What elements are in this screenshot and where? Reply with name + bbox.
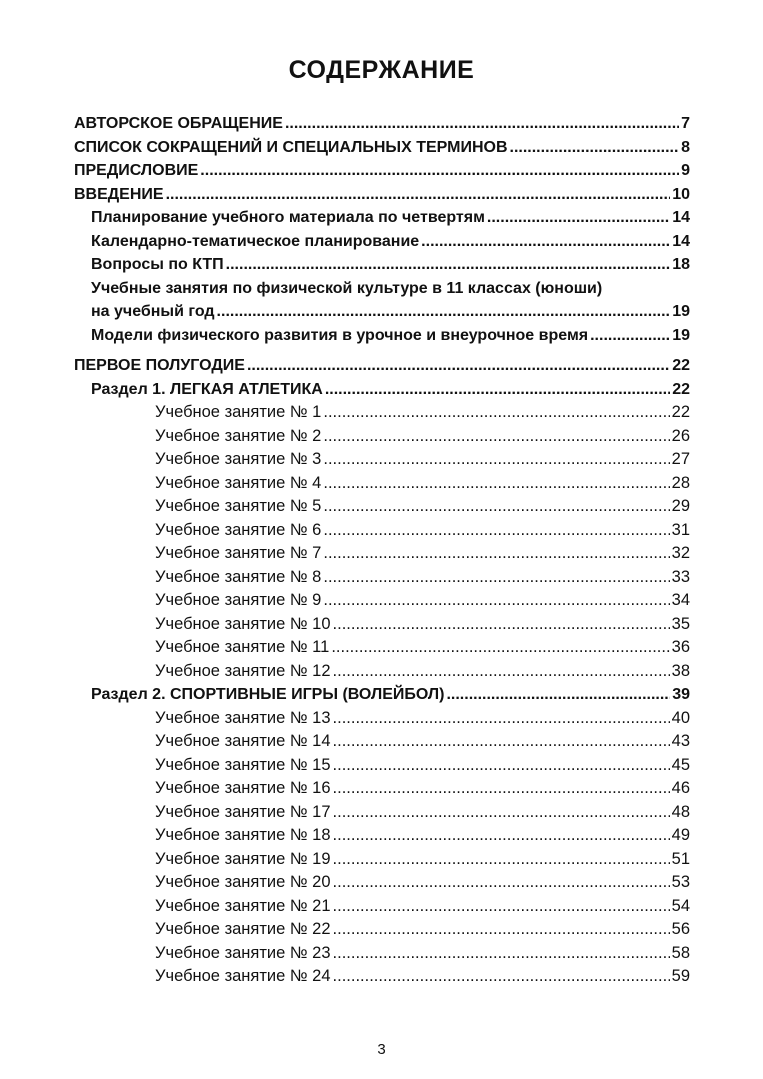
toc-entry-label: Вопросы по КТП — [91, 256, 224, 273]
toc-entry-label: Учебное занятие № 20 — [155, 873, 331, 891]
dot-leader — [323, 589, 669, 613]
table-of-contents — [74, 112, 690, 989]
dot-leader — [487, 206, 670, 230]
toc-entry-label: Учебное занятие № 19 — [155, 849, 331, 868]
toc-entry-page: 40 — [671, 708, 690, 727]
toc-entry-lesson[interactable] — [74, 965, 690, 989]
toc-entry-label: Учебное занятие № 18 — [155, 826, 331, 844]
toc-entry-page: 56 — [671, 920, 690, 938]
toc-entry-lesson[interactable] — [74, 895, 690, 919]
toc-entry-lesson[interactable] — [74, 425, 690, 449]
toc-entry-lesson[interactable] — [74, 542, 690, 566]
dot-leader — [323, 472, 669, 496]
dot-leader — [200, 159, 679, 183]
dot-leader — [323, 425, 669, 449]
dot-leader — [333, 895, 670, 919]
toc-entry-page: 39 — [672, 686, 690, 703]
toc-entry-lesson[interactable] — [74, 613, 690, 637]
toc-entry-section[interactable] — [74, 112, 690, 136]
toc-entry-label: Раздел 1. ЛЕГКАЯ АТЛЕТИКА — [91, 380, 323, 398]
toc-entry-label: Учебное занятие № 17 — [155, 802, 331, 821]
toc-entry-label: Учебное занятие № 8 — [155, 567, 322, 586]
dot-leader — [247, 354, 670, 378]
dot-leader — [323, 401, 669, 425]
toc-entry-lesson[interactable] — [74, 754, 690, 778]
toc-entry-page: 22 — [671, 403, 690, 421]
toc-entry-label: Модели физического развития в урочное и внеурочное время — [91, 326, 589, 344]
toc-entry-lesson[interactable] — [74, 707, 690, 731]
toc-entry-page: 34 — [671, 591, 690, 609]
toc-entry-page: 53 — [671, 873, 690, 891]
toc-entry-label: ВВЕДЕНИЕ — [74, 185, 164, 203]
toc-entry-page: 19 — [672, 326, 690, 344]
toc-entry-subsection[interactable] — [74, 253, 690, 277]
toc-entry-lesson[interactable] — [74, 636, 690, 660]
toc-entry-lesson[interactable] — [74, 871, 690, 895]
toc-entry-label: Учебное занятие № 7 — [155, 544, 322, 562]
toc-entry-lesson[interactable] — [74, 566, 690, 590]
toc-entry-subsection[interactable] — [74, 324, 690, 348]
dot-leader — [217, 300, 671, 324]
toc-entry-page: 27 — [671, 450, 690, 468]
toc-entry-label: Учебное занятие № 1 — [155, 403, 322, 421]
toc-entry-label: на учебный год — [91, 303, 215, 320]
toc-entry-subsection[interactable] — [74, 378, 690, 402]
dot-leader — [325, 378, 670, 402]
toc-entry-subsection[interactable] — [74, 206, 690, 230]
toc-entry-page: 51 — [671, 849, 690, 868]
toc-entry-page: 29 — [671, 497, 690, 515]
toc-entry-lesson[interactable] — [74, 918, 690, 942]
dot-leader — [590, 324, 670, 348]
toc-entry-page: 59 — [671, 967, 690, 985]
toc-entry-label: Учебное занятие № 3 — [155, 450, 322, 468]
toc-entry-label: Учебное занятие № 2 — [155, 426, 322, 445]
dot-leader — [333, 730, 670, 754]
toc-entry-label: Учебное занятие № 16 — [155, 779, 331, 797]
toc-entry-page: 8 — [681, 138, 690, 156]
dot-leader — [323, 448, 669, 472]
toc-entry-page: 49 — [671, 826, 690, 844]
toc-entry-page: 33 — [671, 567, 690, 586]
toc-entry-page: 48 — [671, 802, 690, 821]
toc-entry-lesson[interactable] — [74, 801, 690, 825]
dot-leader — [226, 253, 671, 277]
toc-entry-page: 9 — [681, 162, 690, 179]
toc-entry-subsection[interactable] — [74, 300, 690, 324]
dot-leader — [333, 613, 670, 637]
page-title: СОДЕРЖАНИЕ — [288, 56, 475, 84]
toc-entry-lesson[interactable] — [74, 848, 690, 872]
dot-leader — [331, 636, 669, 660]
toc-entry-label: Учебное занятие № 5 — [155, 497, 322, 515]
toc-entry-label: Учебные занятия по физической культуре в 11 классах (юноши) — [91, 279, 603, 297]
toc-entry-page: 19 — [672, 303, 690, 320]
dot-leader — [333, 824, 670, 848]
dot-leader — [446, 683, 670, 707]
toc-entry-page: 58 — [671, 943, 690, 962]
dot-leader — [333, 871, 670, 895]
toc-entry-lesson[interactable] — [74, 519, 690, 543]
dot-leader — [333, 918, 670, 942]
toc-entry-lesson[interactable] — [74, 401, 690, 425]
toc-entry-label: ПРЕДИСЛОВИЕ — [74, 162, 199, 179]
toc-entry-label: Учебное занятие № 15 — [155, 755, 331, 774]
toc-entry-lesson[interactable] — [74, 730, 690, 754]
toc-entry-label: Учебное занятие № 22 — [155, 920, 331, 938]
dot-leader — [333, 965, 670, 989]
dot-leader — [333, 754, 670, 778]
toc-entry-label: Учебное занятие № 21 — [155, 896, 331, 915]
dot-leader — [510, 136, 680, 160]
toc-entry-lesson[interactable] — [74, 824, 690, 848]
toc-entry-lesson[interactable] — [74, 448, 690, 472]
page-number: 3 — [377, 1041, 386, 1058]
toc-entry-page: 54 — [671, 896, 690, 915]
toc-entry-label: Учебное занятие № 24 — [155, 967, 331, 985]
dot-leader — [333, 942, 670, 966]
toc-entry-page: 32 — [671, 544, 690, 562]
toc-entry-label: ПЕРВОЕ ПОЛУГОДИЕ — [74, 357, 245, 374]
toc-entry-page: 28 — [671, 473, 690, 492]
toc-entry-section[interactable] — [74, 354, 690, 378]
toc-entry-label: Учебное занятие № 10 — [155, 614, 331, 633]
toc-entry-lesson[interactable] — [74, 660, 690, 684]
toc-entry-page: 14 — [672, 232, 690, 250]
toc-entry-lesson[interactable] — [74, 495, 690, 519]
toc-entry-page: 43 — [671, 732, 690, 750]
dot-leader — [323, 495, 669, 519]
toc-entry-subsection[interactable] — [74, 230, 690, 254]
toc-entry-page: 46 — [671, 779, 690, 797]
toc-entry-label: Учебное занятие № 9 — [155, 591, 322, 609]
toc-entry-label: АВТОРСКОЕ ОБРАЩЕНИЕ — [74, 115, 283, 132]
dot-leader — [333, 801, 670, 825]
toc-entry-label: Календарно-тематическое планирование — [91, 232, 420, 250]
toc-entry-section[interactable] — [74, 136, 690, 160]
toc-entry-subsection[interactable] — [74, 277, 690, 301]
toc-entry-lesson[interactable] — [74, 777, 690, 801]
toc-entry-page: 35 — [671, 614, 690, 633]
dot-leader — [421, 230, 670, 254]
toc-entry-page: 22 — [672, 357, 690, 374]
toc-entry-page: 7 — [681, 115, 690, 132]
toc-entry-lesson[interactable] — [74, 589, 690, 613]
toc-entry-section[interactable] — [74, 183, 690, 207]
dot-leader — [333, 660, 670, 684]
toc-entry-label: Учебное занятие № 14 — [155, 732, 331, 750]
toc-entry-page: 36 — [671, 638, 690, 656]
toc-entry-page: 14 — [672, 209, 690, 226]
toc-entry-lesson[interactable] — [74, 942, 690, 966]
dot-leader — [166, 183, 671, 207]
toc-entry-label: Планирование учебного материала по четвертям — [91, 209, 485, 226]
toc-entry-lesson[interactable] — [74, 472, 690, 496]
dot-leader — [323, 566, 669, 590]
dot-leader — [323, 542, 669, 566]
toc-entry-label: Учебное занятие № 4 — [155, 473, 322, 492]
toc-entry-label: Учебное занятие № 11 — [155, 638, 330, 656]
toc-entry-page: 10 — [672, 185, 690, 203]
toc-entry-label: Учебное занятие № 23 — [155, 943, 331, 962]
toc-entry-page: 31 — [671, 520, 690, 539]
toc-entry-label: Раздел 2. СПОРТИВНЫЕ ИГРЫ (ВОЛЕЙБОЛ) — [91, 686, 445, 703]
toc-entry-section[interactable] — [74, 159, 690, 183]
toc-entry-label: СПИСОК СОКРАЩЕНИЙ И СПЕЦИАЛЬНЫХ ТЕРМИНОВ — [74, 138, 508, 156]
toc-entry-page: 22 — [672, 380, 690, 398]
toc-entry-subsection[interactable] — [74, 683, 690, 707]
toc-entry-page: 38 — [671, 661, 690, 680]
toc-entry-page: 26 — [671, 426, 690, 445]
toc-entry-page: 18 — [672, 256, 690, 273]
dot-leader — [333, 848, 670, 872]
dot-leader — [333, 707, 670, 731]
toc-entry-label: Учебное занятие № 13 — [155, 708, 331, 727]
toc-entry-label: Учебное занятие № 12 — [155, 661, 331, 680]
toc-entry-page: 45 — [671, 755, 690, 774]
dot-leader — [285, 112, 679, 136]
dot-leader — [333, 777, 670, 801]
dot-leader — [323, 519, 669, 543]
toc-entry-label: Учебное занятие № 6 — [155, 520, 322, 539]
